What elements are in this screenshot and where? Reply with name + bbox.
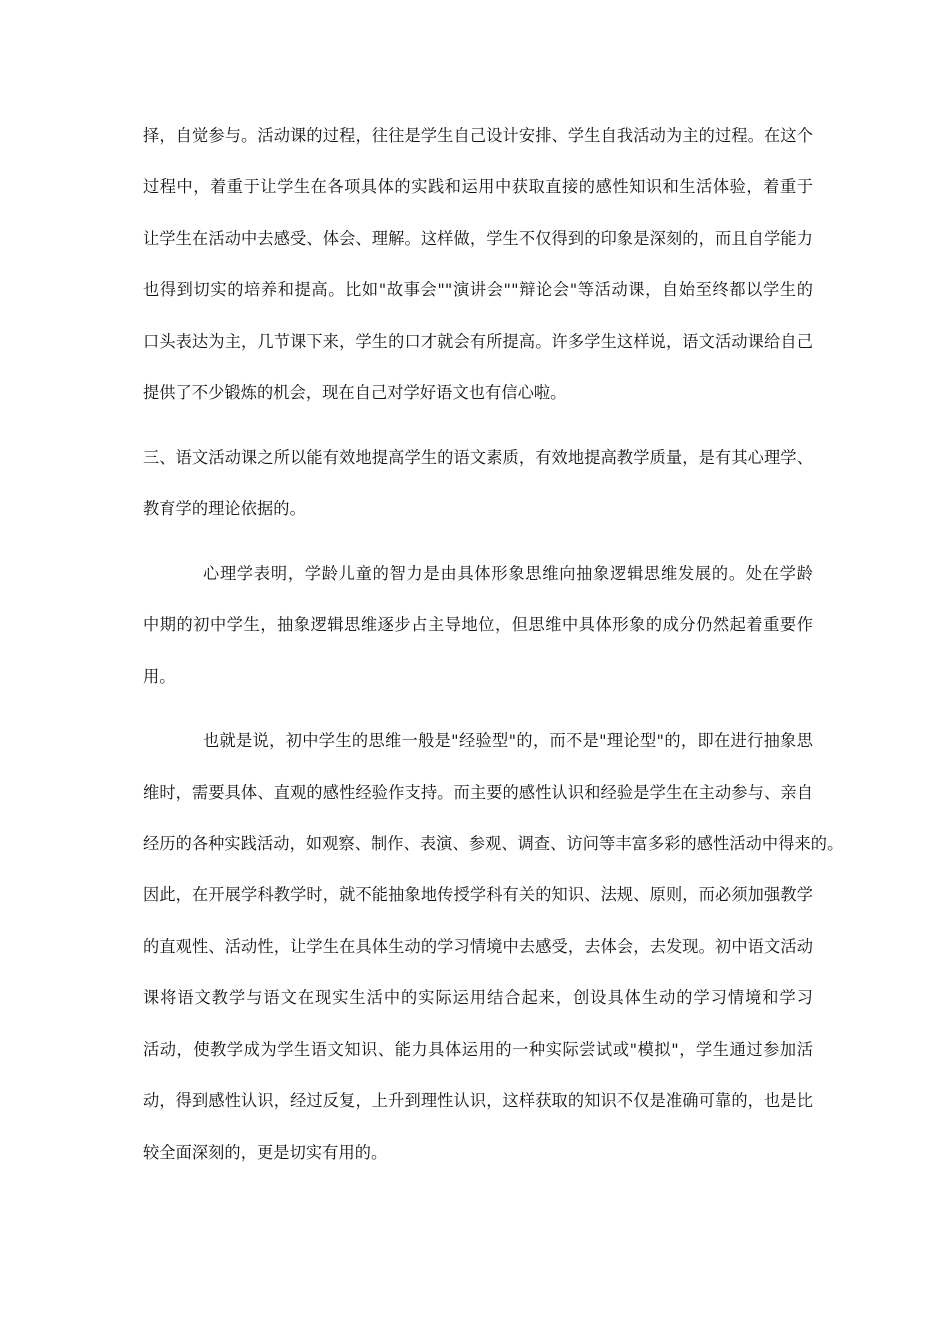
text-line: 经历的各种实践活动，如观察、制作、表演、参观、调查、访问等丰富多彩的感性活动中得来的。 [143,834,844,853]
text-line: 活动，使教学成为学生语文知识、能力具体运用的一种实际尝试或"模拟"，学生通过参加活 [143,1040,813,1059]
text-line: 中期的初中学生，抽象逻辑思维逐步占主导地位，但思维中具体形象的成分仍然起着重要作 [143,615,813,634]
text-line: 三、语文活动课之所以能有效地提高学生的语文素质，有效地提高教学质量，是有其心理学、 [143,448,813,467]
text-line: 课将语文教学与语文在现实生活中的实际运用结合起来，创设具体生动的学习情境和学习 [143,988,813,1007]
text-line: 用。 [143,667,176,686]
text-line: 因此，在开展学科教学时，就不能抽象地传授学科有关的知识、法规、原则，而必须加强教学 [143,885,813,904]
text-line: 也得到切实的培养和提高。比如"故事会""演讲会""辩论会"等活动课，自始至终都以学生的 [143,280,813,299]
text-line: 心理学表明，学龄儿童的智力是由具体形象思维向抽象逻辑思维发展的。处在学龄 [203,564,813,583]
text-line: 口头表达为主，几节课下来，学生的口才就会有所提高。许多学生这样说，语文活动课给自己 [143,332,813,351]
text-line: 提供了不少锻炼的机会，现在自己对学好语文也有信心啦。 [143,383,567,402]
text-line: 维时，需要具体、直观的感性经验作支持。而主要的感性认识和经验是学生在主动参与、亲自 [143,783,813,802]
text-line: 过程中，着重于让学生在各项具体的实践和运用中获取直接的感性知识和生活体验，着重于 [143,177,813,196]
text-line: 择，自觉参与。活动课的过程，往往是学生自己设计安排、学生自我活动为主的过程。在这个 [143,126,813,145]
text-line: 让学生在活动中去感受、体会、理解。这样做，学生不仅得到的印象是深刻的，而且自学能力 [143,229,813,248]
text-line: 较全面深刻的，更是切实有用的。 [143,1143,388,1162]
text-line: 教育学的理论依据的。 [143,499,306,518]
text-line: 动，得到感性认识，经过反复，上升到理性认识，这样获取的知识不仅是准确可靠的，也是比 [143,1091,813,1110]
text-line: 的直观性、活动性，让学生在具体生动的学习情境中去感受，去体会，去发现。初中语文活动 [143,937,813,956]
text-line: 也就是说，初中学生的思维一般是"经验型"的，而不是"理论型"的，即在进行抽象思 [203,731,813,750]
